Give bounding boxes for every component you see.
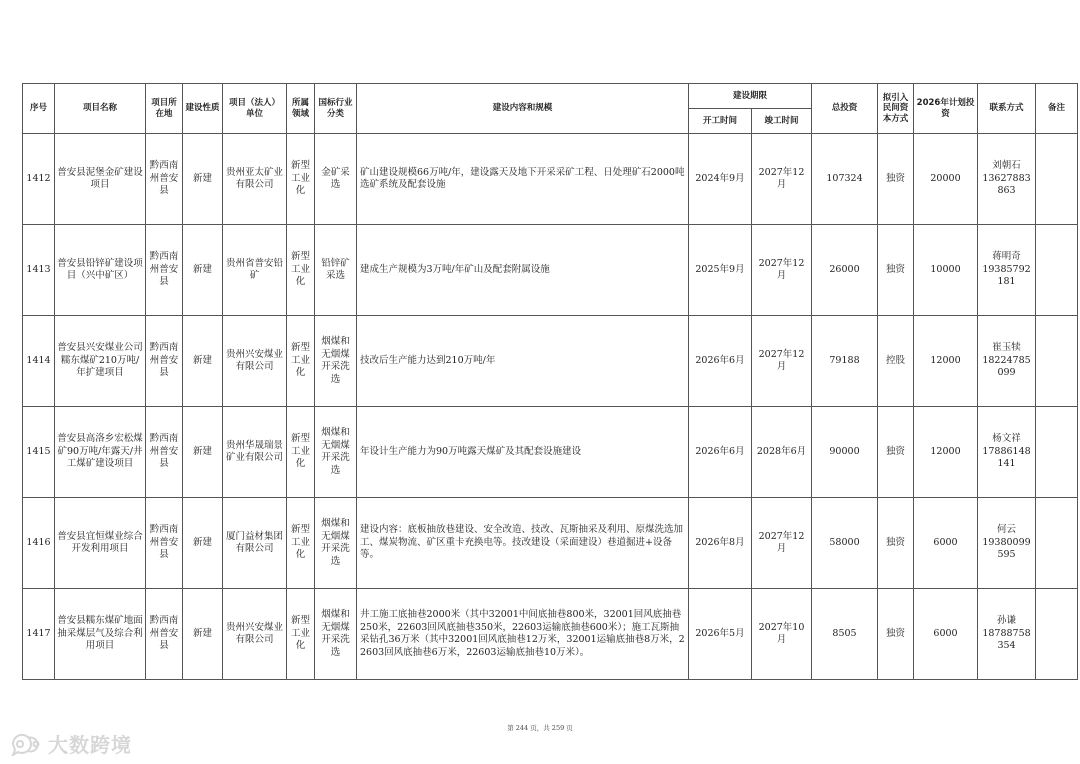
- table-row: [23, 316, 1078, 407]
- cell-domain: 新型工业化: [287, 134, 315, 225]
- cell-industry: 烟煤和无烟煤开采洗选: [315, 589, 357, 680]
- cell-start: 2026年6月: [689, 316, 752, 407]
- cell-end: 2027年12月: [752, 498, 812, 589]
- cell-mode: 独资: [878, 589, 914, 680]
- cell-nature: 新建: [183, 134, 223, 225]
- cell-industry: 铅锌矿采选: [315, 225, 357, 316]
- header-industry: 国标行业分类: [315, 84, 357, 134]
- cell-contact: [978, 134, 1036, 225]
- project-table: [22, 83, 1078, 680]
- cell-location: 黔西南州普安县: [146, 589, 183, 680]
- cell-start: 2024年9月: [689, 134, 752, 225]
- cell-name: 普安县泥堡金矿建设项目: [55, 134, 146, 225]
- cell-domain: 新型工业化: [287, 225, 315, 316]
- watermark-text: 大数跨境: [48, 733, 132, 757]
- header-content: 建设内容和规模: [357, 84, 689, 134]
- cell-remark: [1036, 316, 1078, 407]
- cell-content: 建设内容：底板抽放巷建设、安全改造、技改、瓦斯抽采及利用、原煤洗选加工、煤炭物流、矿区重卡充换电等。技改建设（采面建设）巷道掘进+设备等。: [357, 498, 689, 589]
- table-row: [23, 134, 1078, 225]
- cell-name: 普安县铅锌矿建设项目（兴中矿区）: [55, 225, 146, 316]
- cell-start: 2026年6月: [689, 407, 752, 498]
- cell-start: 2026年8月: [689, 498, 752, 589]
- cell-contact: [978, 407, 1036, 498]
- cell-nature: 新建: [183, 407, 223, 498]
- cell-contact: [978, 316, 1036, 407]
- cell-unit: 厦门益材集团有限公司: [223, 498, 287, 589]
- speech-bubble-logo-icon: [10, 732, 44, 756]
- cell-name: 普安县糯东煤矿地面抽采煤层气及综合利用项目: [55, 589, 146, 680]
- cell-end: 2028年6月: [752, 407, 812, 498]
- contact-phone: 13627883863: [982, 172, 1031, 197]
- cell-location: 黔西南州普安县: [146, 225, 183, 316]
- header-end: 竣工时间: [752, 109, 812, 134]
- cell-invest: 107324: [812, 134, 878, 225]
- header-period: 建设期限: [689, 84, 812, 109]
- contact-phone: 19385792181: [982, 263, 1031, 288]
- table-row: [23, 498, 1078, 589]
- table-row: [23, 407, 1078, 498]
- contact-name: 刘朝石: [992, 160, 1021, 172]
- cell-plan: 12000: [914, 316, 978, 407]
- cell-mode: 独资: [878, 225, 914, 316]
- cell-name: 普安县宜恒煤业综合开发利用项目: [55, 498, 146, 589]
- contact-phone: 18224785099: [982, 354, 1031, 379]
- cell-start: 2026年5月: [689, 589, 752, 680]
- cell-nature: 新建: [183, 589, 223, 680]
- header-name: 项目名称: [55, 84, 146, 134]
- cell-content: 井工施工底抽巷2000米（其中32001中间底抽巷800米，32001回风底抽巷250米，22603回风底抽巷350米，22603运输底抽巷600米）；施工瓦斯抽采钻孔36万米（其中32001回风底抽巷12万米，32001运输底抽巷8万米，22603回风底抽巷6万米，22603运输底抽巷10万米）。: [357, 589, 689, 680]
- table-body: [23, 134, 1078, 680]
- table-row: [23, 589, 1078, 680]
- cell-industry: 烟煤和无烟煤开采洗选: [315, 316, 357, 407]
- header-remark: 备注: [1036, 84, 1078, 134]
- cell-location: 黔西南州普安县: [146, 407, 183, 498]
- header-plan: 2026年计划投资: [914, 84, 978, 134]
- contact-name: 杨文祥: [992, 433, 1021, 445]
- cell-invest: 58000: [812, 498, 878, 589]
- cell-seq: 1413: [23, 225, 55, 316]
- cell-plan: 6000: [914, 498, 978, 589]
- cell-unit: 贵州兴安煤业有限公司: [223, 316, 287, 407]
- cell-industry: 金矿采选: [315, 134, 357, 225]
- cell-remark: [1036, 134, 1078, 225]
- header-seq: 序号: [23, 84, 55, 134]
- cell-nature: 新建: [183, 225, 223, 316]
- cell-name: 普安县兴安煤业公司糯东煤矿210万吨/年扩建项目: [55, 316, 146, 407]
- cell-location: 黔西南州普安县: [146, 316, 183, 407]
- header-contact: 联系方式: [978, 84, 1036, 134]
- contact-phone: 18788758354: [982, 627, 1031, 652]
- cell-mode: 独资: [878, 134, 914, 225]
- cell-end: 2027年12月: [752, 134, 812, 225]
- cell-nature: 新建: [183, 498, 223, 589]
- table-header-row: [23, 84, 1078, 109]
- cell-content: 建成生产规模为3万吨/年矿山及配套附属设施: [357, 225, 689, 316]
- contact-name: 蒋明奇: [992, 251, 1021, 263]
- contact-name: 崔玉犊: [992, 342, 1021, 354]
- cell-contact: [978, 498, 1036, 589]
- cell-industry: 烟煤和无烟煤开采洗选: [315, 498, 357, 589]
- cell-seq: 1415: [23, 407, 55, 498]
- cell-end: 2027年12月: [752, 225, 812, 316]
- cell-mode: 控股: [878, 316, 914, 407]
- cell-remark: [1036, 225, 1078, 316]
- header-invest: 总投资: [812, 84, 878, 134]
- cell-start: 2025年9月: [689, 225, 752, 316]
- header-mode: 拟引入民间资本方式: [878, 84, 914, 134]
- cell-invest: 26000: [812, 225, 878, 316]
- contact-name: 何云: [997, 524, 1017, 536]
- header-start: 开工时间: [689, 109, 752, 134]
- cell-plan: 12000: [914, 407, 978, 498]
- contact-phone: 19380099595: [982, 536, 1031, 561]
- cell-seq: 1412: [23, 134, 55, 225]
- cell-domain: 新型工业化: [287, 407, 315, 498]
- cell-unit: 贵州兴安煤业有限公司: [223, 589, 287, 680]
- contact-phone: 17886148141: [982, 445, 1031, 470]
- cell-content: 技改后生产能力达到210万吨/年: [357, 316, 689, 407]
- cell-plan: 20000: [914, 134, 978, 225]
- project-table-container: [22, 83, 1066, 669]
- cell-mode: 独资: [878, 498, 914, 589]
- header-unit: 项目（法人）单位: [223, 84, 287, 134]
- cell-end: 2027年10月: [752, 589, 812, 680]
- watermark: [10, 729, 132, 758]
- cell-remark: [1036, 589, 1078, 680]
- cell-content: 年设计生产能力为90万吨露天煤矿及其配套设施建设: [357, 407, 689, 498]
- cell-plan: 6000: [914, 589, 978, 680]
- header-domain: 所属领域: [287, 84, 315, 134]
- cell-contact: [978, 589, 1036, 680]
- cell-unit: 贵州亚太矿业有限公司: [223, 134, 287, 225]
- cell-domain: 新型工业化: [287, 316, 315, 407]
- page-number: 第 244 页，共 259 页: [507, 724, 573, 732]
- cell-seq: 1416: [23, 498, 55, 589]
- cell-remark: [1036, 498, 1078, 589]
- cell-domain: 新型工业化: [287, 498, 315, 589]
- cell-contact: [978, 225, 1036, 316]
- cell-end: 2027年12月: [752, 316, 812, 407]
- cell-plan: 10000: [914, 225, 978, 316]
- cell-industry: 烟煤和无烟煤开采洗选: [315, 407, 357, 498]
- contact-name: 孙谦: [997, 615, 1017, 627]
- cell-domain: 新型工业化: [287, 589, 315, 680]
- cell-invest: 90000: [812, 407, 878, 498]
- cell-unit: 贵州华晟瑞景矿业有限公司: [223, 407, 287, 498]
- table-row: [23, 225, 1078, 316]
- header-location: 项目所在地: [146, 84, 183, 134]
- cell-name: 普安县高洛乡宏松煤矿90万吨/年露天/井工煤矿建设项目: [55, 407, 146, 498]
- cell-invest: 79188: [812, 316, 878, 407]
- cell-location: 黔西南州普安县: [146, 134, 183, 225]
- cell-invest: 8505: [812, 589, 878, 680]
- cell-seq: 1414: [23, 316, 55, 407]
- header-nature: 建设性质: [183, 84, 223, 134]
- cell-seq: 1417: [23, 589, 55, 680]
- cell-content: 矿山建设规模66万吨/年，建设露天及地下开采采矿工程、日处理矿石2000吨选矿系统及配套设施: [357, 134, 689, 225]
- cell-nature: 新建: [183, 316, 223, 407]
- cell-location: 黔西南州普安县: [146, 498, 183, 589]
- cell-unit: 贵州省普安铅矿: [223, 225, 287, 316]
- cell-mode: 独资: [878, 407, 914, 498]
- cell-remark: [1036, 407, 1078, 498]
